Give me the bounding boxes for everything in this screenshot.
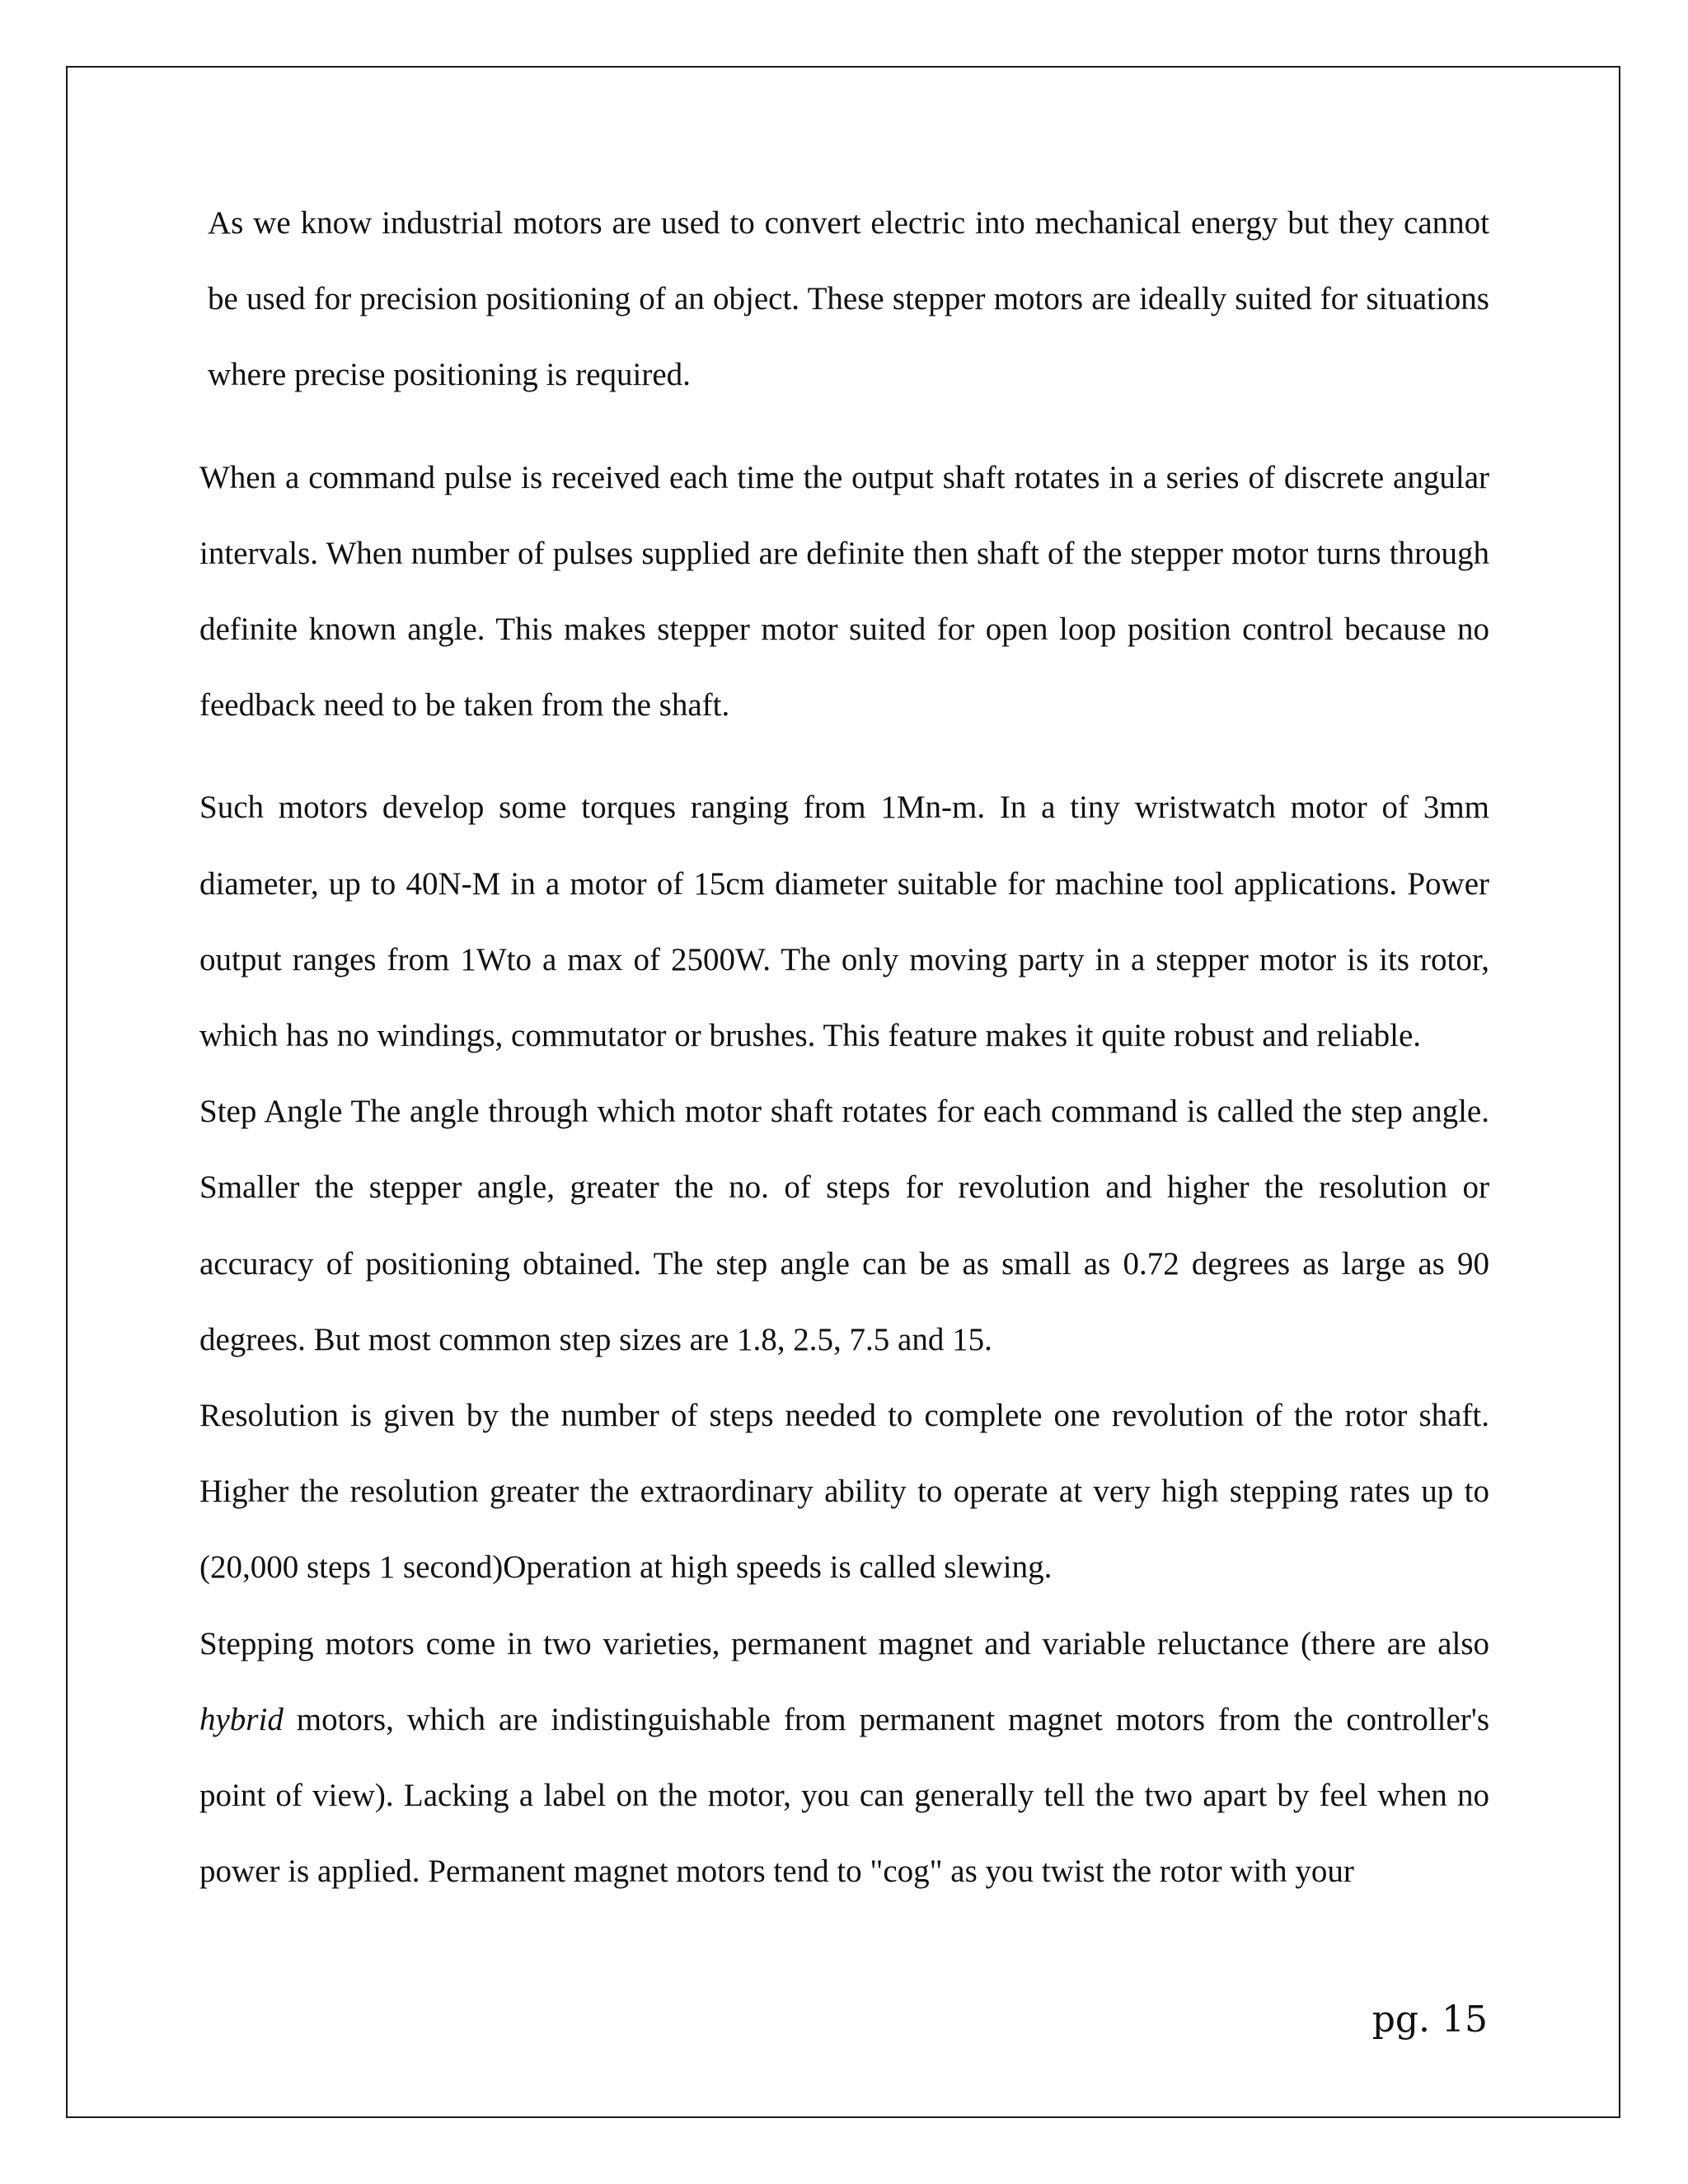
- paragraph-step-angle: Step Angle The angle through which motor shaft rotates for each command is called the step angle. Smaller the stepper angle, greater the no. of steps for revolution and higher the resolution or accuracy of positioning obtained. The step angle can be as small as 0.72 degrees as large as 90 degrees. But most common step sizes are 1.8, 2.5, 7.5 and 15.: [199, 1094, 1489, 1357]
- paragraph-resolution: Resolution is given by the number of steps needed to complete one revolution of the rotor shaft. Higher the resolution greater the extraordinary ability to operate at very high stepping rates up to (20,000 steps 1 second)Operation at high speeds is called slewing.: [199, 1398, 1489, 1586]
- paragraph-varieties-text-start: Stepping motors come in two varieties, permanent magnet and variable reluctance (there are also: [199, 1625, 1489, 1661]
- paragraph-varieties: [199, 1606, 1489, 1910]
- paragraph-command-pulse: When a command pulse is received each time the output shaft rotates in a series of discrete angular intervals. When number of pulses supplied are definite then shaft of the stepper motor turns through definite known angle. This makes stepper motor suited for open loop position control because no feedback need to be taken from the shaft.: [199, 459, 1489, 724]
- paragraph-varieties-text-end: motors, which are indistinguishable from permanent magnet motors from the controller's point of view). Lacking a label on the motor, you can generally tell the two apart by feel when no power is applied. Permanent magnet motors tend to "cog" as you twist the rotor with your: [199, 1701, 1489, 1890]
- paragraph-varieties-italic-term: hybrid: [199, 1701, 284, 1737]
- paragraph-torque: Such motors develop some torques ranging from 1Mn-m. In a tiny wristwatch motor of 3mm diameter, up to 40N-M in a motor of 15cm diameter suitable for machine tool applications. Power output ranges from 1Wto a max of 2500W. The only moving party in a stepper motor is its rotor, which has no windings, commutator or brushes. This feature makes it quite robust and reliable.: [199, 790, 1489, 1054]
- document-body: [199, 185, 1489, 1910]
- page-number: pg. 15: [1372, 1999, 1488, 2041]
- paragraph-intro: As we know industrial motors are used to convert electric into mechanical energy but they cannot be used for precision positioning of an object. These stepper motors are ideally suited for situations where precise positioning is required.: [208, 205, 1489, 393]
